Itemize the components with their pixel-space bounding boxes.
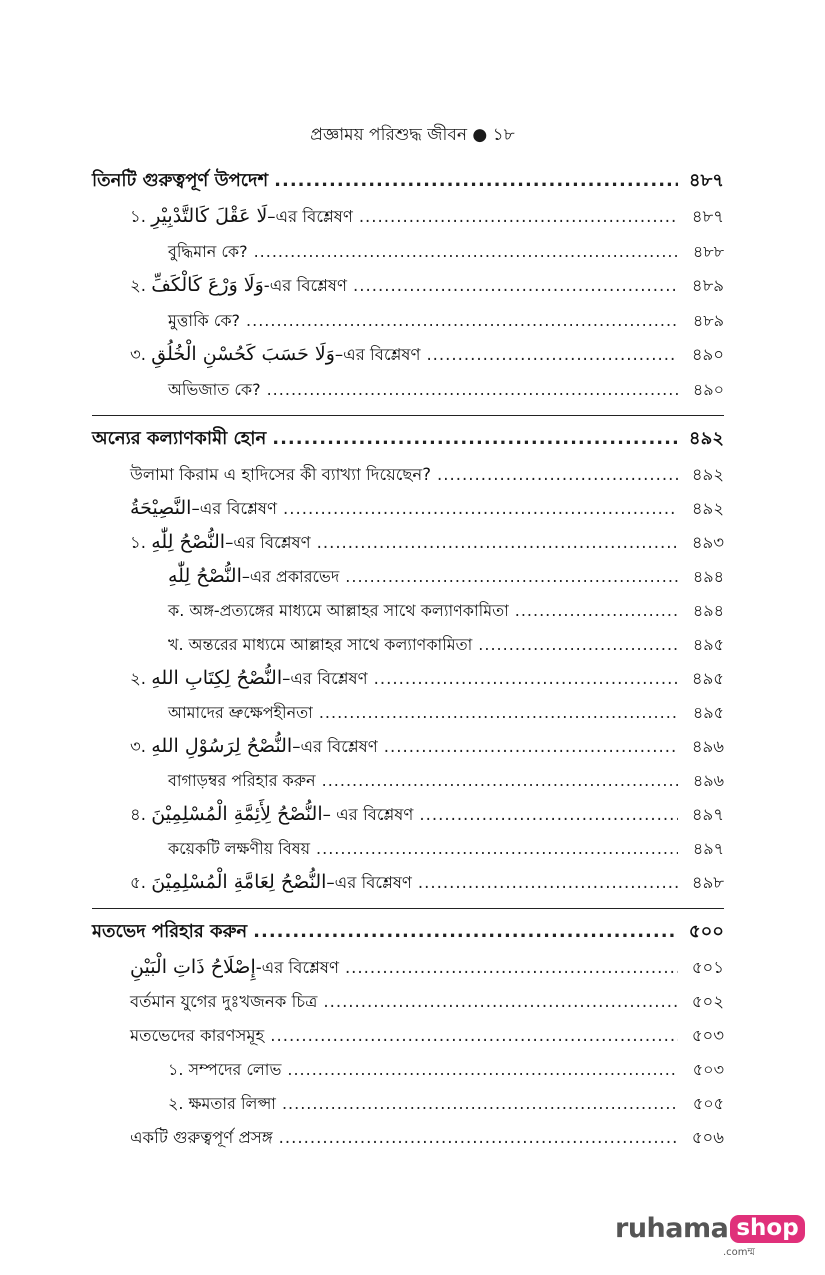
toc-entry-text: –এর প্রকারভেদ	[241, 567, 340, 586]
toc-section-entry[interactable]	[92, 168, 724, 204]
toc-entry[interactable]	[92, 632, 724, 666]
dot-leader	[246, 308, 678, 333]
toc-page-number: ৫০৬	[691, 1128, 724, 1147]
toc-entry-text: –এর বিশ্লেষণ	[225, 533, 311, 552]
toc-page-number: ৪৯৪	[692, 567, 724, 586]
logo-text: ruhama	[615, 1213, 729, 1244]
toc-entry-label	[130, 989, 317, 1014]
toc-entry-text: মতভেদের কারণসমূহ	[130, 1026, 265, 1045]
toc-entry-text: –এর বিশ্লেষণ	[326, 873, 412, 892]
dot-leader	[253, 919, 678, 944]
toc-entry-text: মতভেদ পরিহার করুন	[92, 921, 248, 942]
toc-entry[interactable]	[92, 700, 724, 734]
toc-entry-arabic: النُّصْحُ لِرَسُوْلِ اللهِ	[151, 735, 293, 757]
toc-entry-text: বর্তমান যুগের দুঃখজনক চিত্র	[130, 992, 318, 1011]
toc-page-number: ৪৮৭	[691, 207, 724, 226]
toc-entry-label	[130, 955, 339, 980]
toc-entry-label	[168, 1091, 276, 1116]
toc-entry-label	[168, 836, 310, 861]
toc-entry-arabic: وَلَا وَرْعَ كَالْكَفِّ	[151, 274, 264, 296]
toc-entry-text: – এর বিশ্লেষণ	[322, 805, 414, 824]
toc-entry[interactable]	[92, 1125, 724, 1159]
toc-page-number: ৪৯৮	[691, 873, 724, 892]
toc-page-number: ৪৮৯	[692, 311, 724, 330]
toc-entry[interactable]	[92, 204, 724, 239]
toc-entry-text: তিনটি গুরুত্বপূর্ণ উপদেশ	[92, 170, 269, 191]
toc-entry-text: –এর বিশ্লেষণ	[292, 737, 378, 756]
toc-entry-arabic: النُّصْحُ لِعَامَّةِ الْمُسْلِمِيْنَ	[151, 871, 327, 893]
toc-entry[interactable]	[92, 377, 724, 411]
toc-entry[interactable]	[92, 239, 724, 273]
toc-page-number: ৪৯৭	[691, 805, 724, 824]
dot-leader	[322, 768, 678, 793]
toc-page-number: ৫০০	[688, 921, 724, 942]
toc-entry-label	[92, 426, 266, 451]
toc-page-number: ৪৮৭	[688, 170, 724, 191]
toc-entry-label	[130, 802, 413, 827]
toc-page-number: ৪৯৪	[692, 601, 724, 620]
toc-page-number: ৪৯৬	[692, 771, 724, 790]
toc-entry-arabic: النُّصْحُ لِلّٰهِ	[151, 531, 226, 553]
toc-page-number: ৪৯৫	[692, 635, 724, 654]
toc-page-number: ৫০৫	[692, 1094, 724, 1113]
section-divider	[92, 415, 724, 416]
toc-entry-label	[168, 598, 509, 623]
dot-leader	[426, 342, 678, 367]
toc-entry-label	[130, 666, 368, 691]
dot-leader	[319, 700, 678, 725]
toc-entry-text: বুদ্ধিমান কে?	[168, 242, 248, 261]
toc-section-entry[interactable]	[92, 426, 724, 462]
toc-entry-label	[168, 1057, 281, 1082]
toc-entry[interactable]	[92, 564, 724, 598]
toc-page-number: ৪৯৩	[691, 533, 724, 552]
toc-page-number: ৫০১	[691, 958, 724, 977]
toc-entry-arabic: إِصْلَاحُ ذَاتِ الْبَيْنِ	[130, 956, 256, 978]
table-of-contents	[92, 168, 724, 1159]
toc-entry-text: –এর বিশ্লেষণ	[191, 499, 277, 518]
toc-page-number: ৫০৩	[692, 1060, 724, 1079]
toc-entry-label	[130, 462, 431, 487]
toc-entry-text: খ. অন্তরের মাধ্যমে আল্লাহর সাথে কল্যাণকামিতা	[168, 635, 473, 654]
toc-page-number: ৪৯০	[691, 345, 724, 364]
toc-page-number: ৫০২	[691, 992, 724, 1011]
toc-entry[interactable]	[92, 768, 724, 802]
toc-entry-text: উলামা কিরাম এ হাদিসের কী ব্যাখ্যা দিয়েছেন?	[130, 465, 432, 484]
toc-section-entry[interactable]	[92, 919, 724, 955]
toc-entry-text: বাগাড়ম্বর পরিহার করুন	[168, 771, 316, 790]
toc-entry[interactable]	[92, 308, 724, 342]
dot-leader	[345, 564, 678, 589]
toc-entry-label	[130, 204, 353, 229]
toc-entry-arabic: وَلَا حَسَبَ كَحُسْنِ الْخُلُقِ	[151, 343, 335, 365]
toc-entry-text: অভিজাত কে?	[168, 380, 261, 399]
dot-leader	[384, 734, 678, 759]
toc-page-number: ৪৮৯	[691, 276, 724, 295]
toc-entry[interactable]	[92, 273, 724, 308]
toc-entry[interactable]	[92, 870, 724, 904]
toc-entry-label	[130, 1023, 264, 1048]
toc-entry-label	[130, 870, 412, 895]
toc-page-number: ৫০৩	[691, 1026, 724, 1045]
dot-leader	[478, 632, 678, 657]
toc-entry-text: কয়েকটি লক্ষণীয় বিষয়	[168, 839, 311, 858]
dot-leader	[272, 426, 678, 451]
dot-leader	[274, 168, 678, 193]
dot-leader	[353, 273, 678, 298]
running-header: প্রজ্ঞাময় পরিশুদ্ধ জীবন ● ১৮	[310, 125, 515, 145]
toc-entry-label	[168, 377, 261, 402]
toc-entry-number: ৪.	[130, 805, 146, 824]
dot-leader	[254, 239, 678, 264]
logo-suffix: .comম্ম	[723, 1247, 755, 1258]
toc-entry-number: ১.	[130, 533, 146, 552]
toc-page-number: ৪৯৬	[691, 737, 724, 756]
toc-entry[interactable]	[92, 496, 724, 530]
toc-entry[interactable]	[92, 836, 724, 870]
toc-page-number: ৪৯৭	[692, 839, 724, 858]
logo-box-text: shop	[730, 1215, 804, 1243]
toc-entry[interactable]	[92, 1091, 724, 1125]
toc-entry-label	[130, 342, 420, 367]
dot-leader	[283, 496, 678, 521]
toc-entry-label	[92, 168, 268, 193]
toc-entry-label	[130, 496, 277, 521]
toc-entry-number: ২.	[130, 669, 146, 688]
toc-entry[interactable]	[92, 342, 724, 377]
toc-entry-arabic: النَّصِيْحَةُ	[130, 497, 192, 519]
toc-entry-text: –এর বিশ্লেষণ	[334, 345, 421, 364]
dot-leader	[279, 1125, 678, 1150]
dot-leader	[317, 530, 678, 555]
toc-entry[interactable]	[92, 734, 724, 768]
toc-entry-number: ৫.	[130, 873, 146, 892]
toc-entry-arabic: لَا عَقْلَ كَالتَّدْبِيْرِ	[151, 205, 268, 227]
toc-page-number: ৪৯২	[688, 428, 724, 449]
dot-leader	[287, 1057, 678, 1082]
dot-leader	[267, 377, 678, 402]
toc-entry-label	[168, 632, 472, 657]
toc-entry-text: -এর বিশ্লেষণ	[263, 276, 348, 295]
toc-entry[interactable]	[92, 666, 724, 700]
toc-entry-text: আমাদের ভ্রুক্ষেপহীনতা	[168, 703, 313, 722]
toc-entry-label	[168, 768, 316, 793]
toc-entry-number: ১.	[130, 207, 146, 226]
publisher-logo	[615, 1213, 805, 1258]
toc-entry-label	[130, 530, 311, 555]
toc-entry-text: -এর বিশ্লেষণ	[255, 958, 339, 977]
toc-page-number: ৪৮৮	[692, 242, 724, 261]
toc-page-number: ৪৯৫	[691, 669, 724, 688]
toc-page-number: ৪৯২	[691, 465, 724, 484]
toc-entry-label	[168, 239, 248, 264]
toc-entry-text: –এর বিশ্লেষণ	[282, 669, 368, 688]
toc-entry-label	[168, 564, 339, 589]
toc-entry-label	[168, 700, 313, 725]
toc-entry[interactable]	[92, 462, 724, 496]
toc-entry[interactable]	[92, 598, 724, 632]
dot-leader	[270, 1023, 678, 1048]
toc-entry-arabic: النُّصْحُ لِكِتَابِ اللهِ	[151, 667, 283, 689]
toc-entry-number: ৩.	[130, 345, 146, 364]
dot-leader	[515, 598, 678, 623]
dot-leader	[437, 462, 678, 487]
toc-page-number: ৪৯৫	[692, 703, 724, 722]
dot-leader	[316, 836, 678, 861]
dot-leader	[419, 802, 678, 827]
toc-entry-label	[168, 308, 240, 333]
toc-entry-number: ২.	[130, 276, 146, 295]
dot-leader	[323, 989, 678, 1014]
dot-leader	[374, 666, 678, 691]
toc-entry[interactable]	[92, 1057, 724, 1091]
toc-page-number: ৪৯২	[691, 499, 724, 518]
toc-page-number: ৪৯০	[692, 380, 724, 399]
toc-entry-label	[130, 273, 347, 298]
toc-entry-text: একটি গুরুত্বপূর্ণ প্রসঙ্গ	[130, 1128, 273, 1147]
toc-entry[interactable]	[92, 530, 724, 564]
dot-leader	[282, 1091, 678, 1116]
toc-entry[interactable]	[92, 802, 724, 836]
toc-entry-label	[130, 1125, 273, 1150]
dot-leader	[345, 955, 678, 980]
toc-entry-text: –এর বিশ্লেষণ	[267, 207, 353, 226]
toc-entry-text: ২. ক্ষমতার লিপ্সা	[168, 1094, 276, 1113]
toc-entry-arabic: النُّصْحُ لِأَئِمَّةِ الْمُسْلِمِيْنَ	[151, 803, 323, 825]
toc-entry-text: অন্যের কল্যাণকামী হোন	[92, 428, 267, 449]
toc-entry-text: ক. অঙ্গ-প্রত্যঙ্গের মাধ্যমে আল্লাহর সাথে কল্যাণকামিতা	[168, 601, 509, 620]
toc-entry-arabic: النُّصْحُ لِلّٰهِ	[168, 565, 242, 587]
toc-entry[interactable]	[92, 1023, 724, 1057]
toc-entry[interactable]	[92, 989, 724, 1023]
section-divider	[92, 908, 724, 909]
toc-entry-text: ১. সম্পদের লোভ	[168, 1060, 282, 1079]
toc-entry[interactable]	[92, 955, 724, 989]
toc-entry-number: ৩.	[130, 737, 146, 756]
dot-leader	[418, 870, 678, 895]
toc-entry-label	[130, 734, 378, 759]
dot-leader	[359, 204, 678, 229]
toc-entry-label	[92, 919, 247, 944]
toc-entry-text: মুত্তাকি কে?	[168, 311, 241, 330]
